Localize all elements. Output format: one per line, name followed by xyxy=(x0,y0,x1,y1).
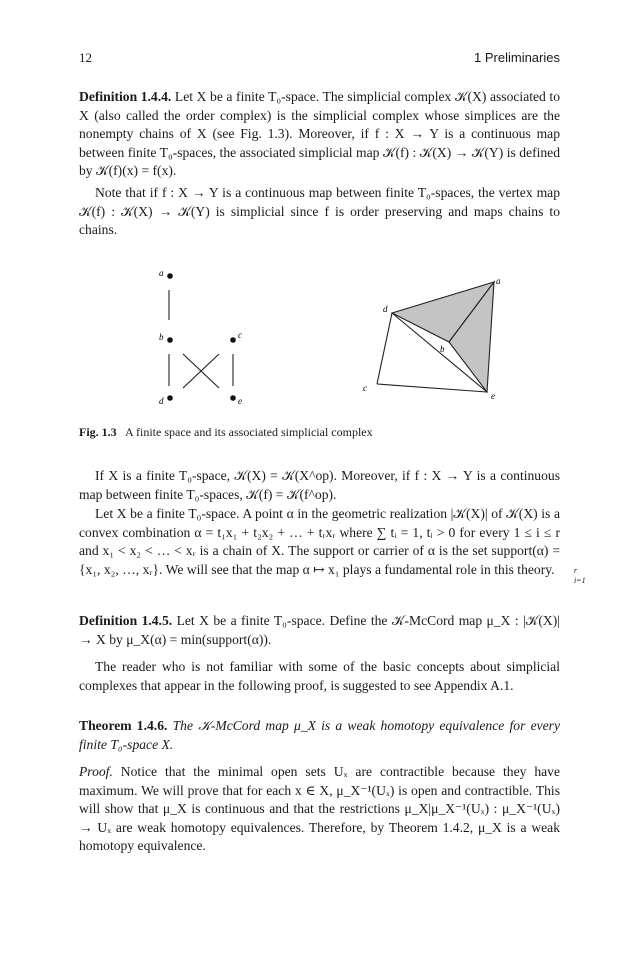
paragraph-geometric-realization: Let X be a finite T₀-space. A point α in the geometric realization |𝒦(X)| of 𝒦(X) is a convex combination α = t₁x₁ + t₂x₂ + … + tᵣxᵣ where ∑ tᵢ = 1, tᵢ > 0 for every 1 ≤ i ≤ r and x₁ < x₂ < … < xᵣ is a chain of X. The support or carrier of α is the set support(α) = {x₁, x₂, …, xᵣ}. We will see that the map α ↦ x₁ plays a fundamental role in this theory. r i=1 xyxy=(79,506,586,585)
complex-label-d: d xyxy=(383,304,388,314)
complex-label-e: e xyxy=(491,391,495,401)
complex-label-a: a xyxy=(496,276,501,286)
proof-text: Notice that the minimal open sets Uₓ are contractible because they have maximum. We will prove that for each x ∈ X, μ_X⁻¹(Uₓ) is open and contractible. This will show that μ_X is continuous and that the restrictions μ_X|μ_X⁻¹(Uₓ) : μ_X⁻¹(Uₓ) → Uₓ are weak homotopy equivalences. Therefore, by Theorem 1.4.2, μ_X is a weak homotopy equivalence. xyxy=(79,764,560,854)
figure-1-3 xyxy=(79,262,560,412)
chapter-heading: 1 Preliminaries xyxy=(474,50,560,65)
appendix-text: The reader who is not familiar with some of the basic concepts about simplicial complexes that appear in the following proof, is suggested to see Appendix A.1. xyxy=(79,659,560,693)
theorem-1-4-6 xyxy=(79,717,560,754)
poset-point-e xyxy=(230,395,236,401)
complex-label-c: c xyxy=(363,383,367,393)
proof-label: Proof. xyxy=(79,764,113,779)
proof xyxy=(79,763,560,856)
theorem-statement: The 𝒦-McCord map μ_X is a weak homotopy equivalence for every finite T₀-space X. xyxy=(79,718,560,752)
complex-label-b: b xyxy=(440,344,445,354)
figure-svg xyxy=(79,262,560,412)
poset-label-d: d xyxy=(159,396,164,406)
poset-label-e: e xyxy=(238,396,242,406)
page-number: 12 xyxy=(79,50,92,65)
theorem-label: Theorem 1.4.6. xyxy=(79,718,168,733)
paragraph-appendix xyxy=(79,658,560,695)
definition-text: Let X be a finite T₀-space. The simplicial complex 𝒦(X) associated to X (also called the order complex) is the simplicial complex whose simplices are the nonempty chains of X (see Fig. 1.3). Moreover, if f : X → Y is a continuous map between finite T₀-spaces, the associated simplicial map 𝒦(f) : 𝒦(X) → 𝒦(Y) is defined by 𝒦(f)(x) = f(x). xyxy=(79,89,560,179)
definition-label: Definition 1.4.5. xyxy=(79,613,173,628)
poset-label-b: b xyxy=(159,332,164,342)
paragraph-vertex-map: Note that if f : X → Y is a continuous map between finite T₀-spaces, the vertex map 𝒦(f) : 𝒦(X) → 𝒦(Y) is simplicial since f is order preserving and maps chains to chains. xyxy=(79,185,560,238)
poset-label-c: c xyxy=(238,330,242,340)
poset-point-b xyxy=(167,337,173,343)
figure-caption xyxy=(79,424,560,440)
running-head xyxy=(79,50,560,66)
definition-1-4-5 xyxy=(79,612,560,649)
paragraph-opposite: If X is a finite T₀-space, 𝒦(X) = 𝒦(X^op). Moreover, if f : X → Y is a continuous map between finite T₀-spaces, 𝒦(f) = 𝒦(f^op). xyxy=(79,468,560,502)
caption-label: Fig. 1.3 xyxy=(79,425,117,439)
caption-text: A finite space and its associated simplicial complex xyxy=(125,425,373,439)
definition-label: Definition 1.4.4. xyxy=(79,89,172,104)
definition-text: Let X be a finite T₀-space. Define the 𝒦-McCord map μ_X : |𝒦(X)| → X by μ_X(α) = min(support(α)). xyxy=(79,613,560,647)
definition-1-4-4 xyxy=(79,88,560,181)
edge-c-e xyxy=(377,384,487,392)
poset-point-d xyxy=(167,395,173,401)
poset-label-a: a xyxy=(159,268,164,278)
realization-text: Let X be a finite T₀-space. A point α in the geometric realization |𝒦(X)| of 𝒦(X) is a convex combination α = t₁x₁ + t₂x₂ + … + tᵣxᵣ where ∑ tᵢ = 1, tᵢ > 0 for every 1 ≤ i ≤ r and x₁ < x₂ < … < xᵣ is a chain of X. The support or carrier of α is the set support(α) = {x₁, x₂, …, xᵣ}. We will see that the map α ↦ x₁ plays a fundamental role in this theory. xyxy=(79,506,560,577)
hasse-diagram xyxy=(159,268,242,406)
simplicial-complex xyxy=(363,276,501,401)
poset-point-c xyxy=(230,337,236,343)
edge-d-c xyxy=(377,313,392,384)
poset-point-a xyxy=(167,273,173,279)
